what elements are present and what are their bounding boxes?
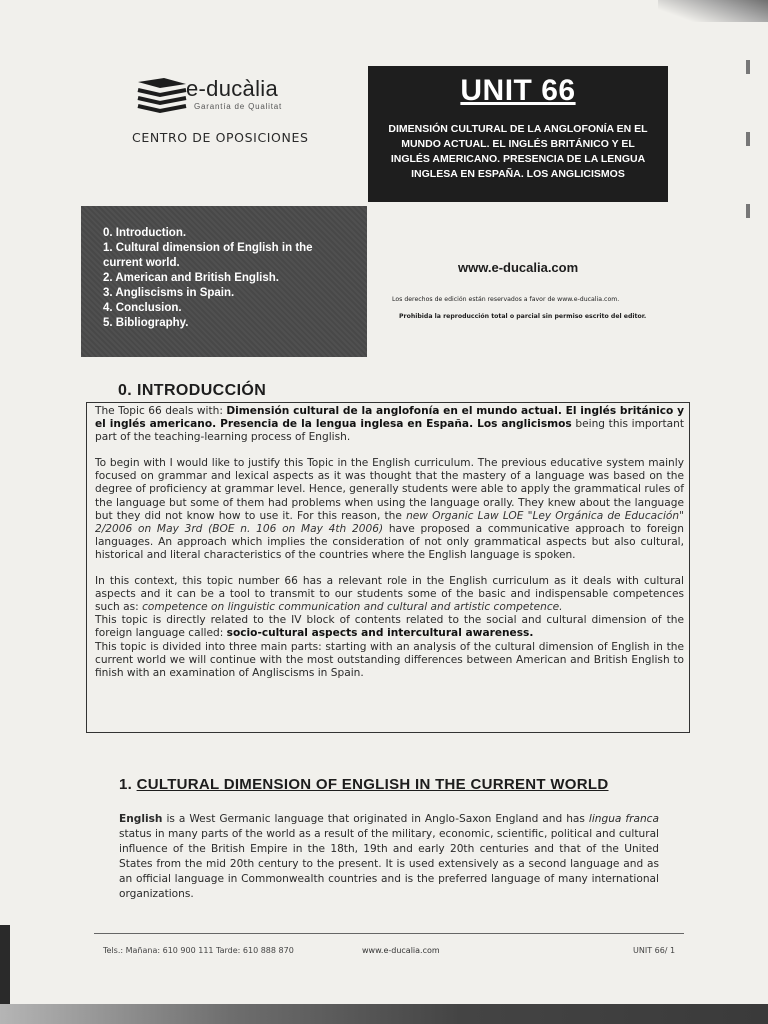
unit-subtitle: DIMENSIÓN CULTURAL DE LA ANGLOFONÍA EN EL MUNDO ACTUAL. EL INGLÉS BRITÁNICO Y EL INGLÉS AMERICANO. PRESENCIA DE LA LENGUA INGLESA EN ESPAÑA. LOS ANGLICISMOS xyxy=(388,123,648,180)
scan-shadow-corner xyxy=(658,0,768,22)
brand-tagline: Garantía de Qualitat xyxy=(194,102,283,111)
block-title: socio-cultural aspects and intercultural awareness. xyxy=(226,627,534,640)
centro-label: CENTRO DE OPOSICIONES xyxy=(132,130,309,145)
section-title: CULTURAL DIMENSION OF ENGLISH IN THE CURRENT WORLD xyxy=(136,776,609,793)
contents-box xyxy=(81,206,367,357)
intro-paragraph xyxy=(95,405,684,444)
footer-phone: Tels.: Mañana: 610 900 111 Tarde: 610 888 870 xyxy=(103,946,294,955)
unit-header xyxy=(368,66,668,202)
section1-paragraph xyxy=(119,812,659,902)
section1-heading xyxy=(119,776,609,793)
contents-item: 5. Bibliography. xyxy=(103,317,189,329)
footer-page-number: UNIT 66/ 1 xyxy=(633,946,676,955)
intro-paragraph: This topic is divided into three main parts: starting with an analysis of the cultural dimension of English in the current world we will continue with the most outstanding differences between American and British English to finish with an examination of Angliscisms in Spain. xyxy=(95,640,684,679)
scan-mark xyxy=(746,60,750,74)
brand-logo xyxy=(134,74,334,118)
brand-name: e-ducàlia xyxy=(186,76,278,101)
rights-notice: Los derechos de edición están reservados a favor de www.e-ducalia.com. xyxy=(392,296,620,303)
text-run: lingua franca xyxy=(588,813,659,825)
scan-mark xyxy=(746,132,750,146)
intro-paragraph xyxy=(95,614,684,640)
text-run: being this important part of the teaching-learning process of English. xyxy=(95,418,684,444)
books-logo-icon xyxy=(134,74,188,114)
text-run: This topic is directly related to the IV block of contents related to the social and cultural dimension of the foreign language called: xyxy=(95,614,684,640)
copy-prohibition: Prohibida la reproducción total o parcial sin permiso escrito del editor. xyxy=(399,313,647,320)
scan-shadow-bottom xyxy=(0,1004,768,1024)
text-run: English xyxy=(119,813,163,825)
section1-body xyxy=(119,812,659,902)
contents-list xyxy=(81,206,367,331)
text-run: is a West Germanic language that originated in Anglo-Saxon England and has xyxy=(162,813,589,825)
unit-title: UNIT 66 xyxy=(460,74,576,107)
footer-website: www.e-ducalia.com xyxy=(362,946,440,955)
text-run: To begin with I would like to justify this Topic in the English curriculum. The previous educative system mainly focused on grammar and lexical aspects as it was thought that the mastery of a language was based on the degree of proficiency at grammar level. Hence, generally students were able to apply the grammatical rules of the language but some of them had problems when using the language orally. They knew about the language but they did not know how to use it. For this reason, the xyxy=(95,457,684,522)
contents-item: 1. Cultural dimension of English in the current world. xyxy=(103,242,313,269)
intro-heading: 0. INTRODUCCIÓN xyxy=(118,382,267,399)
intro-paragraph xyxy=(95,575,684,614)
website-url: www.e-ducalia.com xyxy=(458,260,579,275)
contents-item: 0. Introduction. xyxy=(103,227,187,239)
contents-item: 3. Angliscisms in Spain. xyxy=(103,287,235,299)
intro-paragraph xyxy=(95,457,684,562)
intro-box xyxy=(86,402,690,733)
topic-title: Dimensión cultural de la anglofonía en el mundo actual. El inglés británico y el inglés americano. Presencia de la lengua inglesa en España. Los anglicismos xyxy=(95,405,684,431)
text-run: have proposed a communicative approach to foreign languages. An approach which implies the consideration of not only grammatical aspects but also cultural, historical and literal characteristics of the countries where the English language is spoken. xyxy=(95,522,684,561)
text-run: status in many parts of the world as a result of the military, economic, scientific, political and cultural influence of the British Empire in the 18th, 19th and early 20th centuries and that of the United States from the mid 20th century to the present. It is used extensively as a second language and as an official language in Commonwealth countries and is the preferred language of many international organizations. xyxy=(119,828,659,900)
text-run: In this context, this topic number 66 has a relevant role in the English curriculum as it deals with cultural aspects and it can be a tool to transmit to our students some of the basic and indispensable competences such as: xyxy=(95,575,684,614)
section-number: 1. xyxy=(119,776,137,793)
text-run: The Topic 66 deals with: xyxy=(95,405,227,417)
law-reference: new Organic Law LOE "Ley Orgánica de Educación" 2/2006 on May 3rd (BOE n. 106 on May 4th 2006) xyxy=(95,509,684,535)
contents-item: 4. Conclusion. xyxy=(103,302,182,314)
scan-mark xyxy=(746,204,750,218)
competences: competence on linguistic communication and cultural and artistic competence. xyxy=(142,601,563,614)
footer-divider xyxy=(94,933,684,934)
contents-item: 2. American and British English. xyxy=(103,272,279,284)
